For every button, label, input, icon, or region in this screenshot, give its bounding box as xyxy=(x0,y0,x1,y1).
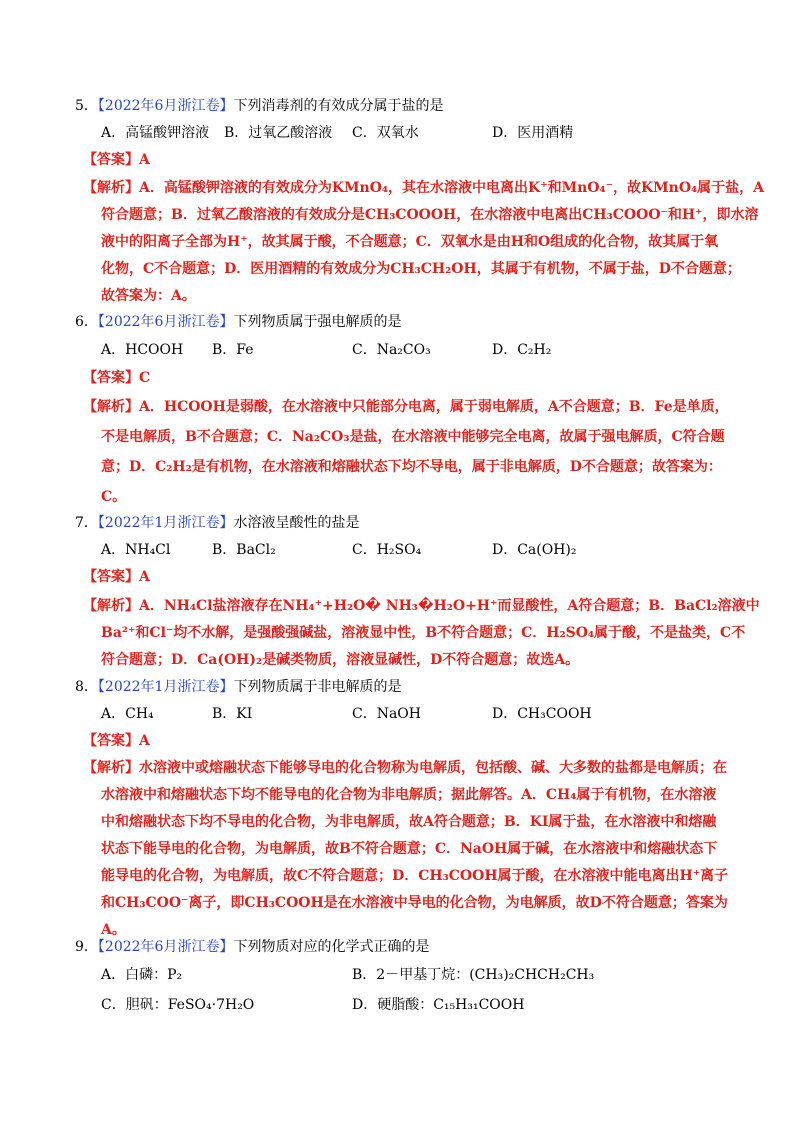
analysis-line: 【解析】A．HCOOH是弱酸，在水溶液中只能部分电离，属于弱电解质，A不合题意；B．Fe是单质， xyxy=(83,399,729,415)
question-stem: 下列物质对应的化学式正确的是 xyxy=(233,939,430,955)
analysis-line: A。 xyxy=(101,922,126,938)
analysis-line: 化物，C不合题意；D．医用酒精的有效成分为CH₃CH₂OH，其属于有机物，不属于盐，D不合题意； xyxy=(101,261,741,277)
option-a: A．NH₄Cl xyxy=(101,542,171,558)
question-stem: 下列物质属于非电解质的是 xyxy=(233,679,402,695)
question-5 xyxy=(75,97,443,115)
question-6 xyxy=(75,313,401,331)
option-a: A．CH₄ xyxy=(101,706,154,722)
analysis-line: 能导电的化合物，为电解质，故C不符合题意；D．CH₃COOH属于酸，在水溶液中能电离出H⁺离子 xyxy=(101,868,729,884)
question-9 xyxy=(75,938,429,956)
option-b: B．Fe xyxy=(212,342,254,358)
question-source: 【2022年6月浙江卷】 xyxy=(97,98,234,114)
option-d: D．硬脂酸：C₁₅H₃₁COOH xyxy=(352,997,525,1013)
question-stem: 下列消毒剂的有效成分属于盐的是 xyxy=(233,98,444,114)
question-number: 8． xyxy=(75,679,98,695)
analysis-line: 【解析】A．NH₄Cl盐溶液存在NH₄⁺+H₂O� NH₃�H₂O+H⁺而显酸性，A符合题意；B．BaCl₂溶液中 xyxy=(83,598,760,614)
option-d: D．Ca(OH)₂ xyxy=(492,542,577,558)
analysis-line: 液中的阳离子全部为H⁺，故其属于酸，不合题意；C．双氧水是由H和O组成的化合物，故其属于氧 xyxy=(101,234,719,250)
answer: 【答案】A xyxy=(83,152,150,168)
analysis-line: 状态下能导电的化合物，为电解质，故B不符合题意；C．NaOH属于碱，在水溶液中和熔融状态下 xyxy=(101,841,718,857)
analysis-line: 中和熔融状态下均不导电的化合物，为非电解质，故A符合题意；B．KI属于盐，在水溶液中和熔融 xyxy=(101,814,717,830)
analysis-line: 故答案为：A。 xyxy=(101,288,196,304)
question-number: 6． xyxy=(75,314,98,330)
option-b: B．BaCl₂ xyxy=(212,542,276,558)
analysis-line: 水溶液中和熔融状态下均不能导电的化合物为非电解质；据此解答。A．CH₄属于有机物，在水溶液 xyxy=(101,787,717,803)
option-c: C．Na₂CO₃ xyxy=(352,342,431,358)
question-number: 9． xyxy=(75,939,98,955)
question-number: 5． xyxy=(75,98,98,114)
answer: 【答案】A xyxy=(83,569,150,585)
question-source: 【2022年6月浙江卷】 xyxy=(97,314,234,330)
analysis-line: C。 xyxy=(101,489,127,505)
option-c: C．双氧水 xyxy=(352,125,419,141)
option-b: B．2－甲基丁烷：(CH₃)₂CHCH₂CH₃ xyxy=(352,967,595,983)
question-source: 【2022年1月浙江卷】 xyxy=(97,679,234,695)
analysis-line: 和CH₃COO⁻离子，即CH₃COOH是在水溶液中导电的化合物，为电解质，故D不符合题意；答案为 xyxy=(101,895,728,911)
answer: 【答案】C xyxy=(83,370,151,386)
analysis-line: 【解析】A．高锰酸钾溶液的有效成分为KMnO₄，其在水溶液中电离出K⁺和MnO₄⁻，故KMnO₄属于盐，A xyxy=(83,180,765,196)
option-b: B．KI xyxy=(212,706,253,722)
option-a: A．白磷：P₂ xyxy=(101,967,183,983)
analysis-line: 符合题意；D．Ca(OH)₂是碱类物质，溶液显碱性，D不符合题意；故选A。 xyxy=(101,652,580,668)
question-8 xyxy=(75,678,401,696)
analysis-line: 符合题意；B．过氧乙酸溶液的有效成分是CH₃COOOH，在水溶液中电离出CH₃COOO⁻和H⁺，即水溶 xyxy=(101,207,759,223)
question-stem: 水溶液呈酸性的盐是 xyxy=(233,515,360,531)
question-source: 【2022年6月浙江卷】 xyxy=(97,939,234,955)
analysis-line: 不是电解质，B不合题意；C．Na₂CO₃是盐，在水溶液中能够完全电离，故属于强电解质，C符合题 xyxy=(101,429,725,445)
option-c: C．胆矾：FeSO₄·7H₂O xyxy=(101,997,255,1013)
option-a: A．高锰酸钾溶液 xyxy=(101,125,210,141)
analysis-line: 意；D．C₂H₂是有机物，在水溶液和熔融状态下均不导电，属于非电解质，D不合题意；故答案为： xyxy=(101,459,722,475)
question-stem: 下列物质属于强电解质的是 xyxy=(233,314,402,330)
question-number: 7． xyxy=(75,515,98,531)
option-d: D．CH₃COOH xyxy=(492,706,592,722)
option-c: C．NaOH xyxy=(352,706,421,722)
analysis-line: Ba²⁺和Cl⁻均不水解，是强酸强碱盐，溶液显中性，B不符合题意；C．H₂SO₄属于酸，不是盐类，C不 xyxy=(101,625,746,641)
option-a: A．HCOOH xyxy=(101,342,184,358)
analysis-line: 【解析】水溶液中或熔融状态下能够导电的化合物称为电解质，包括酸、碱、大多数的盐都是电解质；在 xyxy=(83,760,727,776)
question-source: 【2022年1月浙江卷】 xyxy=(97,515,234,531)
option-c: C．H₂SO₄ xyxy=(352,542,422,558)
option-d: D．C₂H₂ xyxy=(492,342,552,358)
answer: 【答案】A xyxy=(83,733,150,749)
option-d: D．医用酒精 xyxy=(492,125,574,141)
question-7 xyxy=(75,514,359,532)
option-b: B．过氧乙酸溶液 xyxy=(224,125,333,141)
